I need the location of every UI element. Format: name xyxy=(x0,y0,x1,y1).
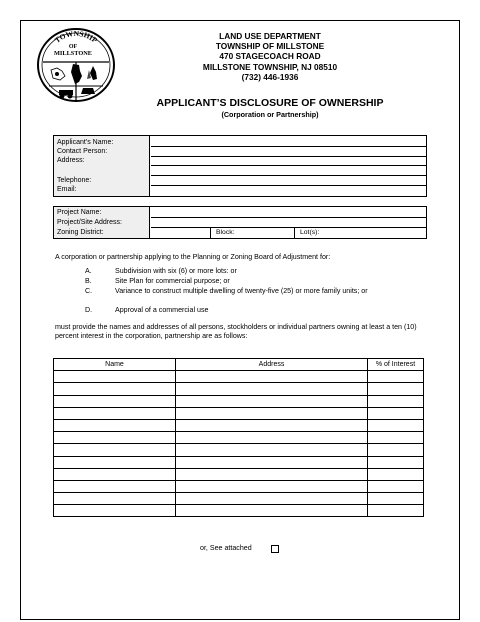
table-row xyxy=(54,480,424,492)
zoning-district-label: Zoning District: xyxy=(57,229,104,236)
name-cell[interactable] xyxy=(54,444,176,456)
telephone-label: Telephone: xyxy=(57,177,92,184)
email-field[interactable] xyxy=(151,186,426,196)
address-cell[interactable] xyxy=(176,468,368,480)
address-label: Address: xyxy=(57,157,85,164)
address-cell[interactable] xyxy=(176,432,368,444)
table-row xyxy=(54,407,424,419)
street-address: 470 STAGECOACH ROAD xyxy=(219,51,321,62)
interest-cell[interactable] xyxy=(368,480,424,492)
form-title: APPLICANT’S DISCLOSURE OF OWNERSHIP xyxy=(156,97,384,109)
township-seal xyxy=(35,26,117,104)
address-cell[interactable] xyxy=(176,371,368,383)
interest-cell[interactable] xyxy=(368,383,424,395)
telephone-field[interactable] xyxy=(151,176,426,185)
zoning-district-field[interactable] xyxy=(151,228,209,238)
item-b-text: Site Plan for commercial purpose; or xyxy=(115,277,230,285)
address-cell[interactable] xyxy=(176,395,368,407)
table-row xyxy=(54,383,424,395)
table-row xyxy=(54,371,424,383)
project-info-box xyxy=(53,206,427,239)
item-d-letter: D. xyxy=(85,306,93,314)
name-cell[interactable] xyxy=(54,432,176,444)
name-cell[interactable] xyxy=(54,407,176,419)
address-column-header: Address xyxy=(176,359,368,371)
name-cell[interactable] xyxy=(54,480,176,492)
item-c-text: Variance to construct multiple dwelling of twenty-five (25) or more family units; or xyxy=(115,287,368,295)
name-column-header: Name xyxy=(54,359,176,371)
lots-label: Lot(s): xyxy=(300,229,320,236)
intro-paragraph: A corporation or partnership applying to the Planning or Zoning Board of Adjustment for: xyxy=(55,253,331,261)
email-label: Email: xyxy=(57,186,77,193)
name-cell[interactable] xyxy=(54,383,176,395)
address-cell[interactable] xyxy=(176,493,368,505)
interest-cell[interactable] xyxy=(368,493,424,505)
item-a-text: Subdivision with six (6) or more lots: or xyxy=(115,267,237,275)
township-name: TOWNSHIP OF MILLSTONE xyxy=(215,41,325,52)
applicant-info-box xyxy=(53,135,427,197)
name-cell[interactable] xyxy=(54,505,176,517)
item-b-letter: B. xyxy=(85,277,92,285)
project-address-label: Project/Site Address: xyxy=(57,219,122,226)
seal-top-text: TOWNSHIP xyxy=(52,28,100,45)
table-row xyxy=(54,468,424,480)
table-row xyxy=(54,493,424,505)
address-cell[interactable] xyxy=(176,505,368,517)
name-cell[interactable] xyxy=(54,468,176,480)
interest-column-header: % of Interest xyxy=(368,359,424,371)
item-c-letter: C. xyxy=(85,287,93,295)
address-field-line-2[interactable] xyxy=(151,166,426,175)
table-row xyxy=(54,444,424,456)
interest-cell[interactable] xyxy=(368,456,424,468)
department-header xyxy=(120,31,420,82)
table-row xyxy=(54,456,424,468)
table-row xyxy=(54,419,424,431)
address-field-line-1[interactable] xyxy=(151,157,426,165)
block-field[interactable] xyxy=(240,228,293,238)
address-cell[interactable] xyxy=(176,383,368,395)
interest-cell[interactable] xyxy=(368,432,424,444)
see-attached-label: or, See attached xyxy=(200,544,252,552)
interest-cell[interactable] xyxy=(368,505,424,517)
interest-cell[interactable] xyxy=(368,419,424,431)
interest-cell[interactable] xyxy=(368,444,424,456)
address-cell[interactable] xyxy=(176,456,368,468)
interest-cell[interactable] xyxy=(368,407,424,419)
seal-bottom-text: MILLSTONE xyxy=(53,50,93,57)
name-cell[interactable] xyxy=(54,493,176,505)
name-cell[interactable] xyxy=(54,371,176,383)
interest-cell[interactable] xyxy=(368,395,424,407)
interest-cell[interactable] xyxy=(368,371,424,383)
phone-number: (732) 446-1936 xyxy=(241,71,299,82)
table-row xyxy=(54,505,424,517)
project-name-field[interactable] xyxy=(151,207,426,216)
name-cell[interactable] xyxy=(54,456,176,468)
closing-paragraph: must provide the names and addresses of all persons, stockholders or individual partners owning at least a ten (10) percent interest in the corporation, partnership are as follows: xyxy=(55,323,417,340)
address-cell[interactable] xyxy=(176,419,368,431)
table-header-row xyxy=(54,359,424,371)
address-cell[interactable] xyxy=(176,444,368,456)
block-label: Block: xyxy=(216,229,235,236)
seal-middle-text: OF xyxy=(68,44,78,50)
ownership-table xyxy=(53,358,424,517)
see-attached-checkbox[interactable] xyxy=(271,545,279,553)
contact-person-label: Contact Person: xyxy=(57,148,108,155)
table-row xyxy=(54,432,424,444)
project-name-label: Project Name: xyxy=(57,209,102,216)
item-d-text: Approval of a commercial use xyxy=(115,306,209,314)
name-cell[interactable] xyxy=(54,419,176,431)
address-cell[interactable] xyxy=(176,407,368,419)
ownership-table-body xyxy=(54,371,424,517)
interest-cell[interactable] xyxy=(368,468,424,480)
city-address: MILLSTONE TOWNSHIP, NJ 08510 xyxy=(202,61,338,72)
department-name: LAND USE DEPARTMENT xyxy=(219,31,321,41)
applicant-name-label: Applicant’s Name: xyxy=(57,139,114,146)
form-subtitle: (Corporation or Partnership) xyxy=(221,110,319,119)
contact-person-field[interactable] xyxy=(151,147,426,156)
item-a-letter: A. xyxy=(85,267,92,275)
name-cell[interactable] xyxy=(54,395,176,407)
address-cell[interactable] xyxy=(176,480,368,492)
applicant-name-field[interactable] xyxy=(151,136,426,146)
table-row xyxy=(54,395,424,407)
lots-field[interactable] xyxy=(326,228,426,238)
project-address-field[interactable] xyxy=(151,218,426,227)
